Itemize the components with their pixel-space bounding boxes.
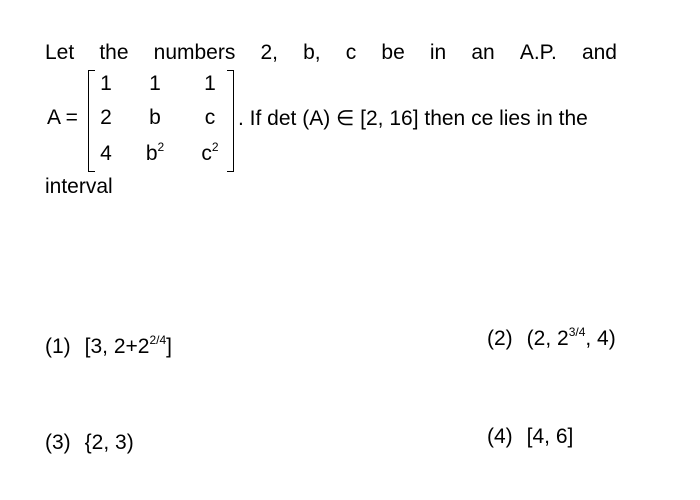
option-text: [3, 2+2: [84, 335, 150, 358]
matrix-cell: 2: [100, 106, 112, 129]
option-text: [4, 6]: [526, 425, 574, 448]
question-line-3: interval: [45, 175, 113, 198]
word: A.P.: [519, 41, 557, 64]
matrix-cell: c: [204, 106, 216, 129]
matrix-cell: 4: [100, 142, 112, 165]
option-number: (3): [45, 431, 71, 454]
option-4[interactable]: [487, 425, 573, 449]
matrix-cell: 1: [100, 72, 112, 95]
option-exponent: 2/4: [149, 333, 167, 347]
word: b,: [303, 41, 321, 64]
word: 2,: [260, 41, 278, 64]
word: Let: [45, 41, 75, 64]
matrix-cell: b: [149, 106, 161, 129]
option-2[interactable]: [487, 327, 616, 351]
word: numbers: [153, 41, 236, 64]
word: and: [581, 41, 617, 64]
matrix-cell: 1: [149, 72, 161, 95]
option-number: (1): [45, 335, 71, 358]
word: be: [381, 41, 405, 64]
matrix-label: A =: [47, 106, 78, 129]
word: c: [345, 41, 357, 64]
option-number: (2): [487, 327, 513, 350]
matrix-cell: 1: [204, 72, 216, 95]
word: the: [99, 41, 129, 64]
right-bracket: [227, 70, 234, 172]
option-1[interactable]: [45, 335, 172, 359]
option-text: {2, 3): [84, 431, 134, 454]
word: in: [429, 41, 447, 64]
question-line-1: [45, 41, 617, 65]
option-exponent: 3/4: [568, 325, 586, 339]
option-tail: , 4): [585, 327, 616, 350]
option-number: (4): [487, 425, 513, 448]
option-text: (2, 2: [526, 327, 569, 350]
option-tail: ]: [166, 335, 173, 358]
word: an: [471, 41, 495, 64]
matrix-a: [88, 70, 234, 170]
matrix-cell: $c^2$: [201, 140, 219, 165]
matrix-cell: $b^2$: [145, 140, 165, 165]
question-line-2: . If det (A) ∈ [2, 16] then ce lies in the: [238, 107, 588, 130]
option-3[interactable]: [45, 431, 134, 455]
